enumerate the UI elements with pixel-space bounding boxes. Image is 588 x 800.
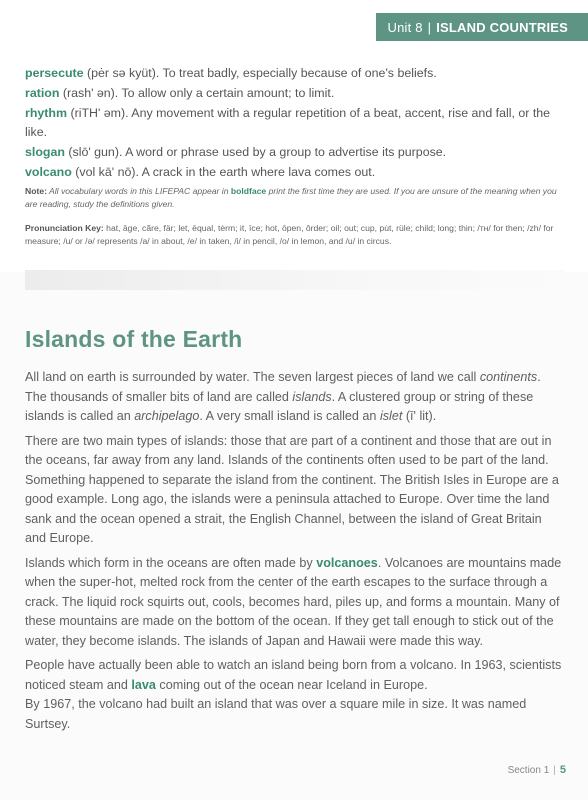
paragraph-4 <box>25 656 565 734</box>
term-islands: islands <box>292 389 332 404</box>
vocab-term: ration <box>25 86 60 100</box>
vocab-term: persecute <box>25 66 84 80</box>
vocab-term: volcano <box>25 165 72 179</box>
text-run: All land on earth is surrounded by water. The seven largest pieces of land we call <box>25 370 480 384</box>
vocab-term: slogan <box>25 145 65 159</box>
text-run: . A clustered group or string of these islands is called an <box>25 389 534 423</box>
page-footer <box>508 764 566 776</box>
text-run: coming out of the ocean near Iceland in Europe. <box>155 677 428 692</box>
paragraph-2: There are two main types of islands: those that are part of a continent and those that are out in the oceans, far away from any land. Islands of the continents often used to be part of the land. Something happened to separate the island from the continent. The British Isles in Europe are a good example. Long ago, the islands were a peninsula attached to Europe. Over time the land sank and the ocean opened a strait, the English Channel, between the island of Great Britain and Europe. <box>25 433 559 545</box>
text-run: . The thousands of smaller bits of land are called <box>25 370 541 404</box>
vocab-entry <box>25 64 560 83</box>
note-text-before: All vocabulary words in this LIFEPAC appear in <box>46 186 231 196</box>
footer-section-label: Section 1 <box>507 764 550 776</box>
vocab-definition: (vol kā' nō). A crack in the earth where lava comes out. <box>71 165 376 179</box>
vocab-entry <box>25 84 560 103</box>
note-text-after: print the first time they are used. If you are unsure of the meaning when you are reading, study the definitions given. <box>25 186 557 209</box>
text-run: . Volcanoes are mountains made when the super-hot, melted rock from the center of the earth escapes to the surface through a crack. The liquid rock squirts out, cools, becomes hard, piles up, and forms a mountain. Many of these mountains are made on the bottom of the ocean. If they get tall enough to stick out of the water, they become islands. The islands of Japan and Hawaii were made this way. <box>25 555 562 648</box>
vocab-entry <box>25 104 560 142</box>
paragraph-3 <box>25 554 565 652</box>
vocabulary-list <box>25 64 560 183</box>
section-divider <box>25 270 565 290</box>
term-continents: continents <box>479 370 538 384</box>
text-run: . A very small island is called an <box>199 409 380 423</box>
page-header <box>0 0 588 48</box>
text-run: Islands which form in the oceans are often made by <box>25 555 317 570</box>
vocab-definition: (rash' ən). To allow only a certain amount; to limit. <box>59 86 335 100</box>
paragraph-1 <box>25 368 565 427</box>
footer-separator: | <box>553 764 556 776</box>
vocab-term: rhythm <box>25 106 67 120</box>
vocab-definition: (slō' gun). A word or phrase used by a group to advertise its purpose. <box>64 145 447 159</box>
unit-tab <box>376 13 588 41</box>
vocabulary-box <box>0 48 588 272</box>
vocab-definition: (riTH' əm). Any movement with a regular repetition of a beat, accent, rise and fall, or the like. <box>25 106 551 139</box>
pronunciation-key <box>25 222 565 248</box>
term-islet: islet <box>379 409 403 423</box>
vocab-highlight-volcanoes: volcanoes <box>316 555 378 570</box>
pronunciation-label: Pronunciation Key: <box>25 223 104 233</box>
pronunciation-text: hat, āge, cãre, fär; let, ēqual, tėrm; it, īce; hot, ōpen, ôrder; oil; out; cup, pu̇t, rüle; child; long; thin; /ᴛʜ/ for then; /zh/ for measure; /u/ or /ə/ represents /a/ in about, /e/ in taken, /i/ in pencil, /o/ in lemon, and /u/ in circus. <box>25 223 554 246</box>
note-boldface: boldface <box>230 186 267 196</box>
section-body <box>25 368 565 739</box>
section-heading: Islands of the Earth <box>25 326 243 352</box>
text-run: (ī' lit). <box>402 409 437 423</box>
vocabulary-note <box>25 185 560 211</box>
text-run: People have actually been able to watch an island being born from a volcano. In 1963, scientists noticed steam and <box>25 658 562 692</box>
unit-separator: | <box>427 19 432 35</box>
text-run: By 1967, the volcano had built an island that was over a square mile in size. It was named Surtsey. <box>25 697 527 731</box>
vocab-highlight-lava: lava <box>131 677 156 692</box>
term-archipelago: archipelago <box>134 409 200 423</box>
unit-label: Unit 8 <box>387 19 423 35</box>
vocab-entry <box>25 143 560 162</box>
page-number: 5 <box>559 764 566 776</box>
unit-title: ISLAND COUNTRIES <box>436 19 568 35</box>
note-label: Note: <box>25 186 47 196</box>
vocab-entry <box>25 163 560 182</box>
vocab-definition: (pėr sə kyüt). To treat badly, especially because of one's beliefs. <box>83 66 437 80</box>
